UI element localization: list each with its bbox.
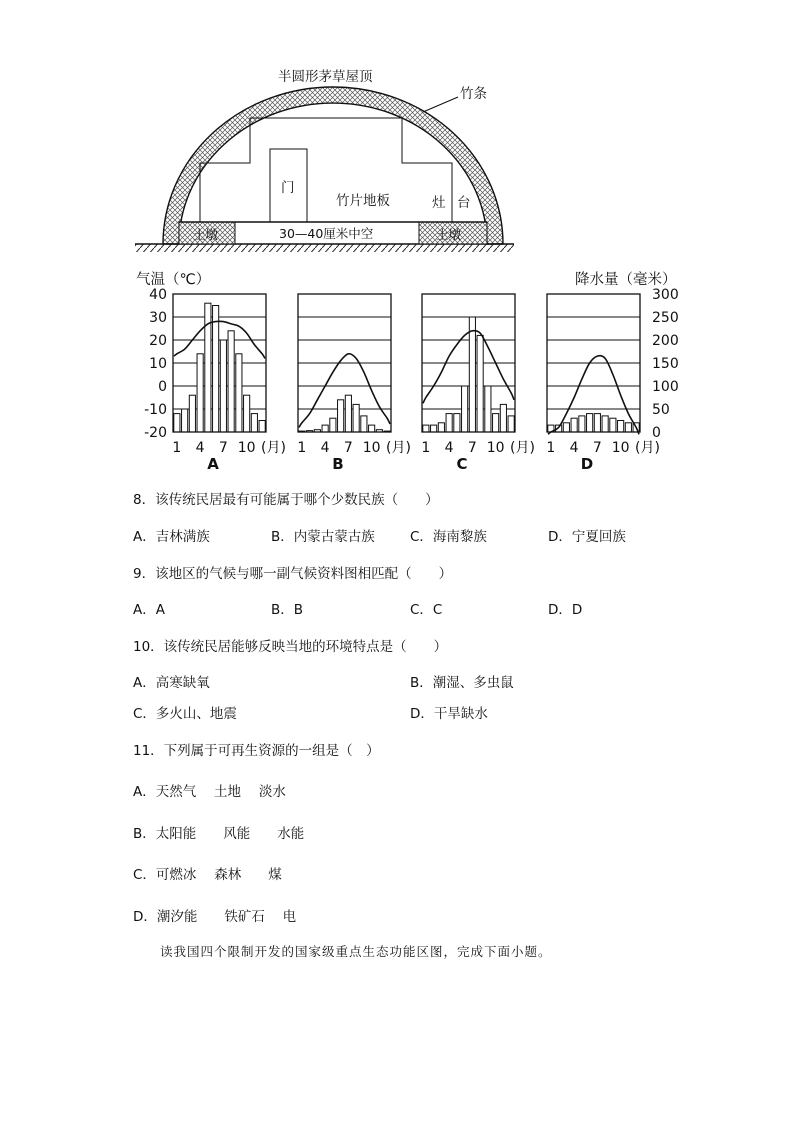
panel-d-month-unit: (月) [635,440,660,456]
panel-b-precip-bar [353,404,359,432]
precip-tick-label: 250 [652,310,679,326]
roof-label: 半圆形茅草屋顶 [278,69,373,85]
panel-c-precip-bar [423,425,429,432]
stove-label-2: 台 [457,195,471,211]
q8-option-a[interactable]: A．吉林满族 [133,529,210,545]
panel-b-month-tick: 1 [297,440,307,456]
precip-tick-label: 50 [652,402,670,418]
precip-tick-label: 150 [652,356,679,372]
bamboo-pointer [423,97,458,112]
panel-c-month-tick: 1 [421,440,431,456]
panel-a-precip-bar [197,354,203,432]
precip-tick-label: 300 [652,287,679,303]
panel-d-precip-bar [563,423,569,432]
panel-a-month-tick: 4 [195,440,205,456]
panel-b-precip-bar [330,418,336,432]
panel-c-precip-bar [446,414,452,432]
panel-d-precip-bar [571,418,577,432]
q9-option-c[interactable]: C．C [410,602,443,618]
panel-b-month-tick: 10 [362,440,381,456]
bamboo-label: 竹条 [460,86,487,102]
panel-b-month-unit: (月) [386,440,411,456]
temp-tick-label: 0 [158,379,167,395]
door-label: 门 [281,180,295,196]
floor-label: 竹片地板 [336,193,390,209]
q8-option-b[interactable]: B．内蒙古蒙古族 [271,529,375,545]
question-10-stem: 10．该传统民居能够反映当地的环境特点是（ ） [133,639,448,655]
question-11-stem: 11．下列属于可再生资源的一组是（ ） [133,743,380,759]
precip-axis-title: 降水量（毫米） [575,272,677,288]
panel-a-precip-bar [228,331,234,432]
panel-c-month-tick: 4 [444,440,454,456]
temp-tick-label: 10 [149,356,167,372]
panel-d-label: D [580,455,594,473]
q9-option-d[interactable]: D．D [548,602,583,618]
q10-option-a[interactable]: A．高寒缺氧 [133,675,210,691]
panel-c-precip-bar [477,335,483,432]
panel-d-precip-bar [625,423,631,432]
panel-a-precip-bar [220,340,226,432]
panel-c-month-unit: (月) [510,440,535,456]
panel-c-precip-bar [462,386,468,432]
q8-option-d[interactable]: D．宁夏回族 [548,529,626,545]
panel-a-precip-bar [251,414,257,432]
panel-a-month-tick: 7 [218,440,228,456]
panel-a-month-tick: 10 [237,440,256,456]
panel-b-precip-bar [338,400,344,432]
stove-label-1: 灶 [432,195,446,211]
panel-a-precip-bar [182,409,188,432]
panel-c-temp-curve [423,331,514,404]
panel-d-precip-bar [579,416,585,432]
panel-b-precip-bar [369,425,375,432]
panel-d-precip-bar [602,416,608,432]
panel-c-label: C [456,455,468,473]
panel-c-precip-bar [500,404,506,432]
panel-a-precip-bar [259,421,265,433]
q10-option-c[interactable]: C．多火山、地震 [133,706,237,722]
panel-a-precip-bar [244,395,250,432]
house-diagram [0,0,794,270]
ground-hatch [135,244,514,252]
panel-c-precip-bar [431,425,437,432]
q11-option-d[interactable]: D．潮汐能 铁矿石 电 [133,909,297,925]
section-intro: 读我国四个限制开发的国家级重点生态功能区图，完成下面小题。 [160,944,552,959]
q11-option-c[interactable]: C．可燃冰 森林 煤 [133,867,282,883]
panel-b-label: B [332,455,344,473]
panel-a-precip-bar [213,306,219,433]
panel-c-precip-bar [454,414,460,432]
panel-d-precip-bar [587,414,593,432]
temp-tick-label: -20 [144,425,167,441]
q9-option-a[interactable]: A．A [133,602,165,618]
panel-c-precip-bar [438,423,444,432]
hollow-label: 30—40厘米中空 [279,226,374,241]
temp-tick-label: 20 [149,333,167,349]
panel-b-month-tick: 7 [343,440,353,456]
panel-d-month-tick: 4 [569,440,579,456]
panel-c-precip-bar [469,317,475,432]
panel-d-precip-bar [618,421,624,433]
panel-c-month-tick: 7 [467,440,477,456]
q10-option-d[interactable]: D．干旱缺水 [410,706,488,722]
panel-b-precip-bar [322,425,328,432]
panel-b-month-tick: 4 [320,440,330,456]
panel-a-precip-bar [174,414,180,432]
pier-left-label: 土墩 [193,227,219,242]
panel-a-precip-bar [189,395,195,432]
panel-a-month-unit: (月) [261,440,286,456]
precip-tick-label: 100 [652,379,679,395]
question-9-stem: 9．该地区的气候与哪一副气候资料图相匹配（ ） [133,566,453,582]
panel-d-precip-bar [594,414,600,432]
panel-c-month-tick: 10 [486,440,505,456]
panel-d-precip-bar [610,418,616,432]
panel-c-precip-bar [493,414,499,432]
q9-option-b[interactable]: B．B [271,602,304,618]
precip-tick-label: 200 [652,333,679,349]
temp-tick-label: 40 [149,287,167,303]
q11-option-b[interactable]: B．太阳能 风能 水能 [133,826,305,842]
precip-tick-label: 0 [652,425,661,441]
q10-option-b[interactable]: B．潮湿、多虫鼠 [410,675,514,691]
panel-a-precip-bar [236,354,242,432]
panel-d-month-tick: 7 [592,440,602,456]
panel-c-precip-bar [508,416,514,432]
panel-b-temp-curve [299,354,390,428]
panel-b-precip-bar [345,395,351,432]
q8-option-c[interactable]: C．海南黎族 [410,529,487,545]
q11-option-a[interactable]: A．天然气 土地 淡水 [133,784,286,800]
panel-a-month-tick: 1 [172,440,182,456]
panel-d-month-tick: 10 [611,440,630,456]
pier-right-label: 土墩 [436,227,462,242]
climate-charts [0,262,794,477]
panel-b-precip-bar [361,416,367,432]
question-8-stem: 8．该传统民居最有可能属于哪个少数民族（ ） [133,492,439,508]
temp-tick-label: -10 [144,402,167,418]
temp-axis-title: 气温（℃） [136,272,211,288]
panel-a-label: A [207,455,219,473]
panel-c-precip-bar [485,386,491,432]
panel-d-month-tick: 1 [546,440,556,456]
temp-tick-label: 30 [149,310,167,326]
